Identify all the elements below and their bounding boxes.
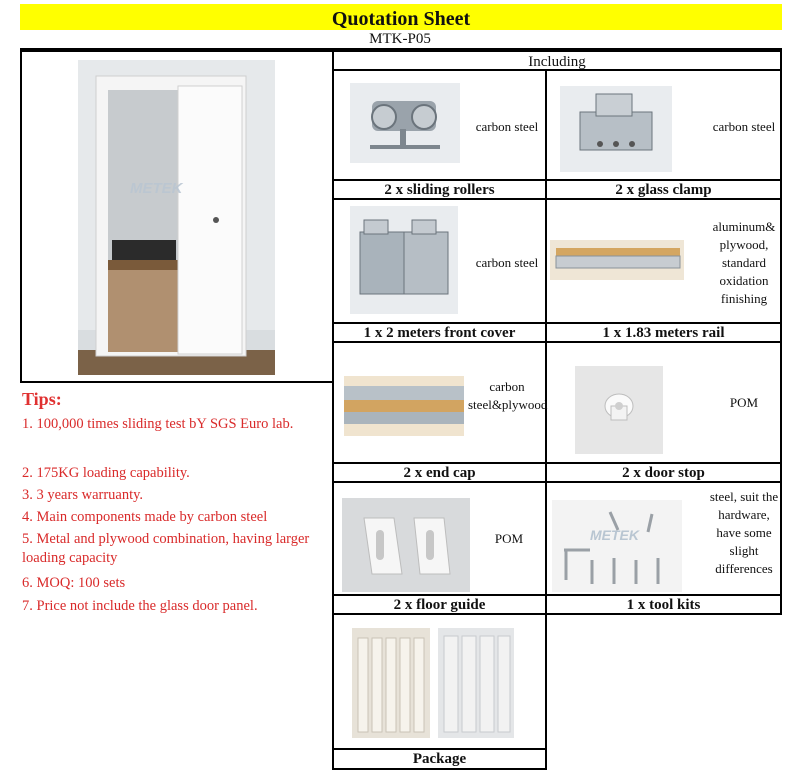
tip-item: 6. MOQ: 100 sets: [22, 575, 126, 591]
floor-guide-photo: [342, 498, 470, 592]
component-caption: 1 x 2 meters front cover: [363, 325, 516, 341]
grid-middle-border: [545, 71, 547, 770]
end-cap-photo: [344, 376, 464, 436]
tip-item: 1. 100,000 times sliding test bY SGS Euro lab.: [22, 416, 294, 432]
component-caption: 1 x 1.83 meters rail: [602, 325, 725, 341]
watermark-brand: METEK: [130, 180, 183, 197]
rail-photo: [550, 240, 684, 280]
watermark-brand: METEK: [590, 527, 639, 543]
component-caption: 2 x glass clamp: [615, 182, 712, 198]
material-label: POM: [729, 395, 759, 410]
pocket-door-photo: [78, 60, 275, 375]
including-header: Including: [334, 50, 782, 71]
material-label: aluminum& plywood, standard oxidation finishing: [712, 219, 776, 306]
component-caption: 2 x door stop: [622, 465, 705, 481]
material-label: carbon steel: [475, 119, 539, 134]
model-code: MTK-P05: [369, 31, 431, 47]
material-label: POM: [494, 531, 524, 546]
tip-item: 5. Metal and plywood combination, having larger loading capacity: [22, 531, 310, 566]
component-caption: 2 x floor guide: [393, 597, 486, 613]
material-label: carbon steel: [712, 119, 776, 134]
material-label: carbon steel: [475, 255, 539, 270]
package-photo: [350, 624, 516, 742]
glass-clamp-photo: [560, 86, 672, 172]
door-stop-photo: [575, 366, 663, 454]
tool-kits-photo: [552, 500, 682, 592]
title-bar: [20, 4, 782, 30]
component-caption: 1 x tool kits: [626, 597, 701, 613]
tip-item: 7. Price not include the glass door panel.: [22, 598, 258, 614]
component-caption: 2 x end cap: [403, 465, 476, 481]
page-title: Quotation Sheet: [331, 8, 471, 30]
component-caption: Package: [412, 751, 467, 767]
front-cover-photo: [350, 206, 458, 314]
tips-title: Tips:: [22, 389, 62, 409]
tip-item: 4. Main components made by carbon steel: [22, 509, 268, 525]
material-label: steel, suit the hardware, have some slight differences: [709, 489, 779, 576]
tip-item: 2. 175KG loading capability.: [22, 465, 190, 481]
material-label: carbon steel&plywood: [468, 379, 548, 412]
component-caption: 2 x sliding rollers: [384, 182, 495, 198]
tip-item: 3. 3 years warruanty.: [22, 487, 144, 503]
main-product-photo-frame: [20, 50, 334, 383]
sliding-rollers-photo: [350, 83, 460, 163]
grid-left-border: [332, 71, 334, 770]
